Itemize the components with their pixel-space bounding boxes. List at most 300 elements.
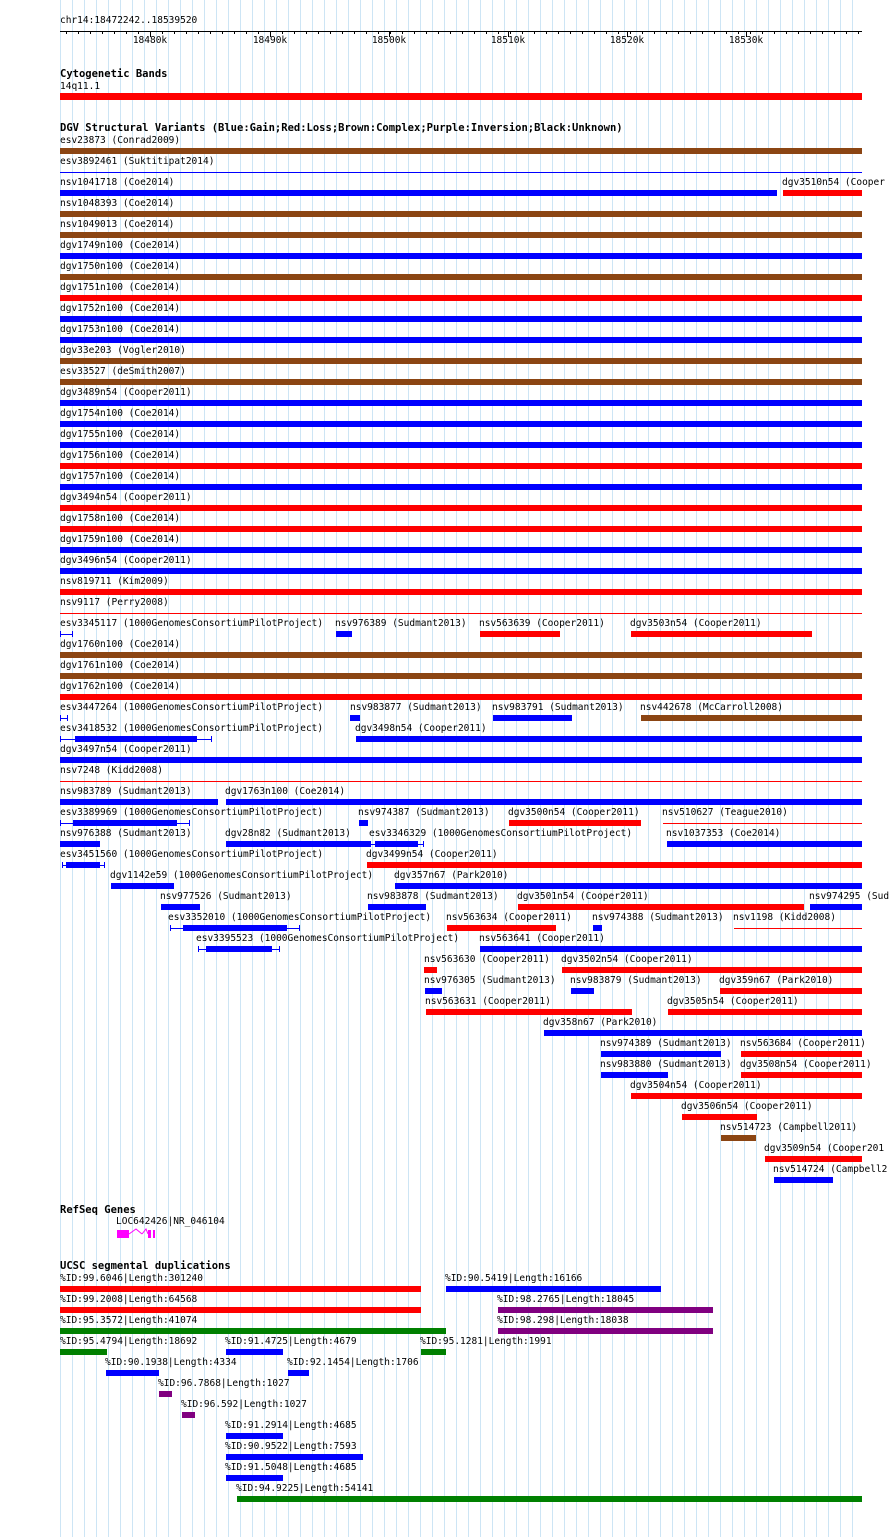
dgv-feature-label: dgv358n67 (Park2010)	[543, 1017, 658, 1028]
dgv-feature-bar[interactable]	[571, 988, 594, 994]
dgv-feature-bar[interactable]	[601, 1051, 721, 1057]
dgv-feature-label: esv3447264 (1000GenomesConsortiumPilotProject)	[60, 702, 324, 713]
ruler-minor-tick	[810, 31, 811, 34]
ruler-minor-tick	[690, 31, 691, 34]
dgv-feature-bar[interactable]	[60, 841, 100, 847]
segdup-bar[interactable]	[60, 1286, 421, 1292]
dgv-feature-bar[interactable]	[60, 148, 862, 154]
ruler-minor-tick	[558, 31, 559, 34]
dgv-feature-label: dgv3509n54 (Cooper201	[764, 1143, 885, 1154]
ruler-minor-tick	[90, 31, 91, 34]
ruler-tick-label: 18490k	[252, 35, 288, 46]
dgv-feature-label: dgv1753n100 (Coe2014)	[60, 324, 181, 335]
dgv-feature-label: dgv1760n100 (Coe2014)	[60, 639, 181, 650]
dgv-feature-bar[interactable]	[493, 715, 572, 721]
dgv-feature-bar[interactable]	[593, 925, 602, 931]
dgv-feature-line[interactable]	[60, 172, 862, 173]
dgv-feature-bar[interactable]	[60, 673, 862, 679]
ruler-minor-tick	[378, 31, 379, 34]
dgv-feature-bar[interactable]	[741, 1072, 862, 1078]
dgv-feature-label: dgv1756n100 (Coe2014)	[60, 450, 181, 461]
dgv-feature-label: nsv983878 (Sudmant2013)	[367, 891, 499, 902]
dgv-feature-label: esv23873 (Conrad2009)	[60, 135, 181, 146]
dgv-feature-whisker-cap	[72, 631, 73, 637]
dgv-feature-label: nsv442678 (McCarroll2008)	[640, 702, 783, 713]
segdup-bar[interactable]	[226, 1433, 283, 1439]
ruler-minor-tick	[66, 31, 67, 34]
segdup-bar[interactable]	[421, 1349, 446, 1355]
segdup-label: %ID:95.3572|Length:41074	[60, 1315, 198, 1326]
ruler-minor-tick	[114, 31, 115, 34]
dgv-feature-whisker-cap	[170, 925, 171, 931]
dgv-feature-bar[interactable]	[226, 799, 862, 805]
dgv-feature-line[interactable]	[60, 613, 862, 614]
ruler-minor-tick	[750, 31, 751, 34]
dgv-feature-label: dgv3499n54 (Cooper2011)	[366, 849, 498, 860]
segdup-label: %ID:91.5048|Length:4685	[225, 1462, 357, 1473]
dgv-feature-bar[interactable]	[367, 862, 862, 868]
gridline	[480, 0, 481, 1537]
dgv-feature-label: esv3451560 (1000GenomesConsortiumPilotProject)	[60, 849, 324, 860]
dgv-feature-label: nsv974388 (Sudmant2013)	[592, 912, 724, 923]
dgv-feature-bar[interactable]	[631, 631, 812, 637]
ruler-minor-tick	[246, 31, 247, 34]
ruler-minor-tick	[534, 31, 535, 34]
dgv-feature-line[interactable]	[734, 928, 862, 929]
ruler-minor-tick	[186, 31, 187, 34]
dgv-feature-bar[interactable]	[424, 967, 437, 973]
dgv-feature-bar[interactable]	[447, 925, 556, 931]
ruler-minor-tick	[198, 31, 199, 34]
dgv-feature-label: nsv7248 (Kidd2008)	[60, 765, 163, 776]
gridline	[720, 0, 721, 1537]
segdup-label: %ID:91.4725|Length:4679	[225, 1336, 357, 1347]
segdup-bar[interactable]	[226, 1475, 283, 1481]
dgv-feature-label: esv3395523 (1000GenomesConsortiumPilotProject)	[196, 933, 460, 944]
dgv-feature-bar[interactable]	[721, 1135, 756, 1141]
dgv-feature-whisker-cap	[189, 820, 190, 826]
segdup-label: %ID:90.5419|Length:16166	[445, 1273, 583, 1284]
ruler-minor-tick	[726, 31, 727, 34]
dgv-feature-bar[interactable]	[667, 841, 862, 847]
ruler-minor-tick	[486, 31, 487, 34]
dgv-feature-label: dgv1750n100 (Coe2014)	[60, 261, 181, 272]
dgv-feature-label: nsv563639 (Cooper2011)	[479, 618, 605, 629]
ruler-minor-tick	[306, 31, 307, 34]
dgv-feature-bar[interactable]	[161, 904, 200, 910]
dgv-feature-label: dgv1755n100 (Coe2014)	[60, 429, 181, 440]
dgv-feature-label: dgv3502n54 (Cooper2011)	[561, 954, 693, 965]
ruler-minor-tick	[570, 31, 571, 34]
dgv-feature-bar[interactable]	[206, 946, 272, 952]
segdup-label: %ID:90.9522|Length:7593	[225, 1441, 357, 1452]
dgv-feature-bar[interactable]	[60, 316, 862, 322]
ruler-minor-tick	[222, 31, 223, 34]
cyto-band-label: 14q11.1	[60, 81, 101, 92]
segdup-label: %ID:95.1281|Length:1991	[420, 1336, 552, 1347]
ruler-minor-tick	[474, 31, 475, 34]
dgv-feature-bar[interactable]	[480, 946, 862, 952]
dgv-feature-label: dgv3510n54 (Cooper	[782, 177, 885, 188]
dgv-feature-whisker-cap	[423, 841, 424, 847]
gridline	[804, 0, 805, 1537]
ruler-minor-tick	[510, 31, 511, 34]
segdup-label: %ID:94.9225|Length:54141	[236, 1483, 374, 1494]
dgv-feature-whisker-cap	[198, 946, 199, 952]
gridline	[840, 0, 841, 1537]
ruler-minor-tick	[450, 31, 451, 34]
dgv-feature-label: dgv3489n54 (Cooper2011)	[60, 387, 192, 398]
segdup-label: %ID:99.2008|Length:64568	[60, 1294, 198, 1305]
dgv-feature-label: nsv563634 (Cooper2011)	[446, 912, 572, 923]
ruler-minor-tick	[678, 31, 679, 34]
dgv-feature-label: esv3389969 (1000GenomesConsortiumPilotProject)	[60, 807, 324, 818]
ruler-minor-tick	[354, 31, 355, 34]
ruler-minor-tick	[438, 31, 439, 34]
dgv-feature-bar[interactable]	[783, 190, 862, 196]
dgv-feature-bar[interactable]	[183, 925, 287, 931]
ruler-minor-tick	[498, 31, 499, 34]
dgv-feature-label: dgv3506n54 (Cooper2011)	[681, 1101, 813, 1112]
dgv-feature-label: dgv3505n54 (Cooper2011)	[667, 996, 799, 1007]
ruler-tick-label: 18500k	[371, 35, 407, 46]
gridline	[468, 0, 469, 1537]
dgv-feature-label: nsv514724 (Campbell2	[773, 1164, 888, 1175]
dgv-feature-bar[interactable]	[60, 484, 862, 490]
ruler-minor-tick	[666, 31, 667, 34]
dgv-feature-label: dgv3501n54 (Cooper2011)	[517, 891, 649, 902]
segdup-bar[interactable]	[106, 1370, 159, 1376]
ruler-minor-tick	[294, 31, 295, 34]
dgv-feature-label: dgv1759n100 (Coe2014)	[60, 534, 181, 545]
dgv-feature-label: esv33527 (deSmith2007)	[60, 366, 186, 377]
ruler-minor-tick	[618, 31, 619, 34]
refseq-gene-label: LOC642426|NR_046104	[116, 1216, 225, 1227]
dgv-feature-bar[interactable]	[518, 904, 804, 910]
dgv-feature-bar[interactable]	[111, 883, 174, 889]
dgv-feature-line[interactable]	[663, 823, 862, 824]
dgv-feature-bar[interactable]	[60, 694, 862, 700]
gridline	[768, 0, 769, 1537]
segdup-bar[interactable]	[60, 1328, 446, 1334]
dgv-feature-bar[interactable]	[60, 547, 862, 553]
dgv-feature-label: esv3345117 (1000GenomesConsortiumPilotProject)	[60, 618, 324, 629]
ruler-minor-tick	[606, 31, 607, 34]
segdup-bar[interactable]	[237, 1496, 862, 1502]
dgv-feature-whisker-cap	[211, 736, 212, 742]
ruler-tick-label: 18530k	[728, 35, 764, 46]
ruler-minor-tick	[858, 31, 859, 34]
gridline	[852, 0, 853, 1537]
segdup-track-title: UCSC segmental duplications	[60, 1260, 231, 1272]
dgv-feature-label: esv3346329 (1000GenomesConsortiumPilotProject)	[369, 828, 633, 839]
segdup-label: %ID:92.1454|Length:1706	[287, 1357, 419, 1368]
dgv-feature-label: dgv1754n100 (Coe2014)	[60, 408, 181, 419]
dgv-feature-bar[interactable]	[509, 820, 641, 826]
ruler-minor-tick	[126, 31, 127, 34]
gridline	[456, 0, 457, 1537]
dgv-feature-label: dgv1751n100 (Coe2014)	[60, 282, 181, 293]
dgv-feature-bar[interactable]	[60, 421, 862, 427]
dgv-feature-bar[interactable]	[425, 988, 442, 994]
dgv-feature-bar[interactable]	[60, 757, 862, 763]
ruler-minor-tick	[738, 31, 739, 34]
segdup-bar[interactable]	[159, 1391, 172, 1397]
ruler-minor-tick	[834, 31, 835, 34]
dgv-feature-bar[interactable]	[60, 295, 862, 301]
dgv-feature-label: esv3418532 (1000GenomesConsortiumPilotProject)	[60, 723, 324, 734]
ruler-minor-tick	[342, 31, 343, 34]
segdup-label: %ID:96.7868|Length:1027	[158, 1378, 290, 1389]
dgv-feature-label: nsv1049013 (Coe2014)	[60, 219, 175, 230]
ruler-minor-tick	[462, 31, 463, 34]
dgv-feature-label: dgv3494n54 (Cooper2011)	[60, 492, 192, 503]
ruler-minor-tick	[702, 31, 703, 34]
dgv-feature-label: dgv359n67 (Park2010)	[719, 975, 834, 986]
dgv-feature-bar[interactable]	[544, 1030, 862, 1036]
dgv-feature-label: nsv983789 (Sudmant2013)	[60, 786, 192, 797]
segdup-label: %ID:99.6046|Length:301240	[60, 1273, 203, 1284]
gridline	[828, 0, 829, 1537]
gridline	[792, 0, 793, 1537]
dgv-feature-bar[interactable]	[631, 1093, 862, 1099]
dgv-feature-bar[interactable]	[60, 463, 862, 469]
dgv-feature-label: nsv563631 (Cooper2011)	[425, 996, 551, 1007]
ruler-tick-label: 18510k	[490, 35, 526, 46]
ruler-tick-label: 18480k	[132, 35, 168, 46]
dgv-feature-bar[interactable]	[60, 442, 862, 448]
dgv-feature-bar[interactable]	[60, 358, 862, 364]
dgv-feature-bar[interactable]	[601, 1072, 668, 1078]
gridline	[756, 0, 757, 1537]
gridline	[492, 0, 493, 1537]
dgv-feature-bar[interactable]	[741, 1051, 862, 1057]
ruler-minor-tick	[150, 31, 151, 34]
segdup-bar[interactable]	[498, 1328, 713, 1334]
dgv-feature-label: dgv3500n54 (Cooper2011)	[508, 807, 640, 818]
segdup-label: %ID:96.592|Length:1027	[181, 1399, 307, 1410]
dgv-feature-whisker-cap	[60, 736, 61, 742]
segdup-label: %ID:90.1938|Length:4334	[105, 1357, 237, 1368]
dgv-track-title: DGV Structural Variants (Blue:Gain;Red:Loss;Brown:Complex;Purple:Inversion;Black:Unknown)	[60, 122, 623, 134]
ruler-minor-tick	[654, 31, 655, 34]
ruler-minor-tick	[318, 31, 319, 34]
dgv-feature-bar[interactable]	[60, 274, 862, 280]
dgv-feature-bar[interactable]	[356, 736, 862, 742]
ruler-minor-tick	[270, 31, 271, 34]
dgv-feature-bar[interactable]	[720, 988, 862, 994]
dgv-feature-bar[interactable]	[350, 715, 360, 721]
dgv-feature-label: nsv514723 (Campbell2011)	[720, 1122, 858, 1133]
segdup-label: %ID:91.2914|Length:4685	[225, 1420, 357, 1431]
gridline	[444, 0, 445, 1537]
ruler-minor-tick	[786, 31, 787, 34]
ruler-region-label: chr14:18472242..18539520	[60, 15, 198, 26]
segdup-label: %ID:98.298|Length:18038	[497, 1315, 629, 1326]
dgv-feature-bar[interactable]	[60, 232, 862, 238]
dgv-feature-whisker-cap	[104, 862, 105, 868]
segdup-label: %ID:98.2765|Length:18045	[497, 1294, 635, 1305]
dgv-feature-bar[interactable]	[75, 736, 197, 742]
ruler-minor-tick	[798, 31, 799, 34]
dgv-feature-label: dgv3508n54 (Cooper2011)	[740, 1059, 872, 1070]
dgv-feature-label: nsv976389 (Sudmant2013)	[335, 618, 467, 629]
segdup-bar[interactable]	[226, 1454, 363, 1460]
dgv-feature-bar[interactable]	[359, 820, 368, 826]
segdup-bar[interactable]	[60, 1307, 421, 1313]
dgv-feature-label: nsv819711 (Kim2009)	[60, 576, 169, 587]
dgv-feature-bar[interactable]	[73, 820, 177, 826]
dgv-feature-whisker-cap	[60, 820, 61, 826]
dgv-feature-bar[interactable]	[682, 1114, 757, 1120]
ruler-minor-tick	[234, 31, 235, 34]
segdup-bar[interactable]	[60, 1349, 107, 1355]
dgv-feature-bar[interactable]	[60, 211, 862, 217]
dgv-feature-label: dgv3504n54 (Cooper2011)	[630, 1080, 762, 1091]
dgv-feature-whisker-cap	[299, 925, 300, 931]
dgv-feature-bar[interactable]	[641, 715, 862, 721]
dgv-feature-bar[interactable]	[368, 904, 426, 910]
refseq-track-title: RefSeq Genes	[60, 1204, 136, 1216]
dgv-feature-label: dgv33e203 (Vogler2010)	[60, 345, 186, 356]
ruler-minor-tick	[402, 31, 403, 34]
dgv-feature-label: dgv3503n54 (Cooper2011)	[630, 618, 762, 629]
ruler-axis	[60, 31, 862, 32]
dgv-feature-bar[interactable]	[426, 1009, 632, 1015]
dgv-feature-label: nsv974389 (Sudmant2013)	[600, 1038, 732, 1049]
dgv-feature-label: nsv983877 (Sudmant2013)	[350, 702, 482, 713]
ruler-minor-tick	[546, 31, 547, 34]
dgv-feature-bar[interactable]	[60, 652, 862, 658]
ruler-minor-tick	[210, 31, 211, 34]
dgv-feature-bar[interactable]	[774, 1177, 833, 1183]
dgv-feature-label: nsv563684 (Cooper2011)	[740, 1038, 866, 1049]
dgv-feature-whisker-cap	[67, 715, 68, 721]
ruler-minor-tick	[582, 31, 583, 34]
gridline	[744, 0, 745, 1537]
cyto-band-bar[interactable]	[60, 93, 862, 100]
dgv-feature-bar[interactable]	[60, 400, 862, 406]
dgv-feature-bar[interactable]	[668, 1009, 862, 1015]
dgv-feature-label: dgv3496n54 (Cooper2011)	[60, 555, 192, 566]
dgv-feature-bar[interactable]	[60, 526, 862, 532]
dgv-feature-whisker-cap	[370, 841, 371, 847]
ruler-minor-tick	[366, 31, 367, 34]
dgv-feature-label: nsv983880 (Sudmant2013)	[600, 1059, 732, 1070]
dgv-feature-bar[interactable]	[60, 253, 862, 259]
ruler-minor-tick	[774, 31, 775, 34]
dgv-feature-bar[interactable]	[60, 190, 777, 196]
segdup-bar[interactable]	[226, 1349, 283, 1355]
dgv-feature-label: nsv983879 (Sudmant2013)	[570, 975, 702, 986]
dgv-feature-bar[interactable]	[480, 631, 560, 637]
ruler-minor-tick	[426, 31, 427, 34]
dgv-feature-label: esv3892461 (Suktitipat2014)	[60, 156, 215, 167]
ruler-tick-label: 18520k	[609, 35, 645, 46]
dgv-feature-label: dgv3498n54 (Cooper2011)	[355, 723, 487, 734]
dgv-feature-bar[interactable]	[562, 967, 862, 973]
dgv-feature-bar[interactable]	[336, 631, 352, 637]
ruler-minor-tick	[174, 31, 175, 34]
dgv-feature-line[interactable]	[60, 781, 862, 782]
dgv-feature-label: nsv974387 (Sudmant2013)	[358, 807, 490, 818]
dgv-feature-label: nsv1037353 (Coe2014)	[666, 828, 781, 839]
dgv-feature-bar[interactable]	[60, 505, 862, 511]
segdup-bar[interactable]	[446, 1286, 661, 1292]
dgv-feature-label: dgv1762n100 (Coe2014)	[60, 681, 181, 692]
dgv-feature-bar[interactable]	[60, 799, 218, 805]
ruler-minor-tick	[642, 31, 643, 34]
dgv-feature-label: dgv1757n100 (Coe2014)	[60, 471, 181, 482]
dgv-feature-label: dgv1758n100 (Coe2014)	[60, 513, 181, 524]
ruler-minor-tick	[78, 31, 79, 34]
ruler-minor-tick	[138, 31, 139, 34]
dgv-feature-label: nsv974295 (Sud	[809, 891, 890, 902]
dgv-feature-whisker-cap	[62, 862, 63, 868]
ruler-minor-tick	[258, 31, 259, 34]
dgv-feature-bar[interactable]	[60, 337, 862, 343]
ruler-minor-tick	[630, 31, 631, 34]
dgv-feature-label: dgv1763n100 (Coe2014)	[225, 786, 346, 797]
segdup-label: %ID:95.4794|Length:18692	[60, 1336, 198, 1347]
segdup-bar[interactable]	[288, 1370, 309, 1376]
dgv-feature-label: dgv3497n54 (Cooper2011)	[60, 744, 192, 755]
gene-structure-icon	[116, 1227, 158, 1241]
dgv-feature-label: nsv563641 (Cooper2011)	[479, 933, 605, 944]
ruler-minor-tick	[330, 31, 331, 34]
gridline	[432, 0, 433, 1537]
ruler-minor-tick	[102, 31, 103, 34]
segdup-bar[interactable]	[498, 1307, 713, 1313]
dgv-feature-label: nsv1048393 (Coe2014)	[60, 198, 175, 209]
dgv-feature-label: nsv563630 (Cooper2011)	[424, 954, 550, 965]
cyto-track-title: Cytogenetic Bands	[60, 68, 168, 80]
dgv-feature-bar[interactable]	[226, 841, 371, 847]
dgv-feature-label: dgv1142e59 (1000GenomesConsortiumPilotProject)	[110, 870, 374, 881]
dgv-feature-label: nsv976388 (Sudmant2013)	[60, 828, 192, 839]
ruler-minor-tick	[762, 31, 763, 34]
gridline	[816, 0, 817, 1537]
gridline	[780, 0, 781, 1537]
dgv-feature-label: nsv983791 (Sudmant2013)	[492, 702, 624, 713]
gridline	[732, 0, 733, 1537]
dgv-feature-bar[interactable]	[60, 589, 862, 595]
ruler-minor-tick	[282, 31, 283, 34]
dgv-feature-label: dgv1752n100 (Coe2014)	[60, 303, 181, 314]
refseq-gene-model[interactable]	[116, 1226, 158, 1240]
ruler-minor-tick	[594, 31, 595, 34]
dgv-feature-whisker-cap	[60, 631, 61, 637]
dgv-feature-whisker-cap	[60, 715, 61, 721]
dgv-feature-label: nsv977526 (Sudmant2013)	[160, 891, 292, 902]
ruler-minor-tick	[522, 31, 523, 34]
dgv-feature-bar[interactable]	[66, 862, 100, 868]
segdup-bar[interactable]	[182, 1412, 195, 1418]
dgv-feature-bar[interactable]	[60, 568, 862, 574]
dgv-feature-label: dgv28n82 (Sudmant2013)	[225, 828, 351, 839]
dgv-feature-bar[interactable]	[810, 904, 862, 910]
dgv-feature-bar[interactable]	[395, 883, 862, 889]
dgv-feature-label: nsv1198 (Kidd2008)	[733, 912, 836, 923]
dgv-feature-bar[interactable]	[765, 1156, 862, 1162]
dgv-feature-whisker-cap	[279, 946, 280, 952]
dgv-feature-label: dgv1749n100 (Coe2014)	[60, 240, 181, 251]
ruler-minor-tick	[714, 31, 715, 34]
ruler-minor-tick	[414, 31, 415, 34]
ruler-minor-tick	[822, 31, 823, 34]
dgv-feature-bar[interactable]	[375, 841, 418, 847]
dgv-feature-bar[interactable]	[60, 379, 862, 385]
